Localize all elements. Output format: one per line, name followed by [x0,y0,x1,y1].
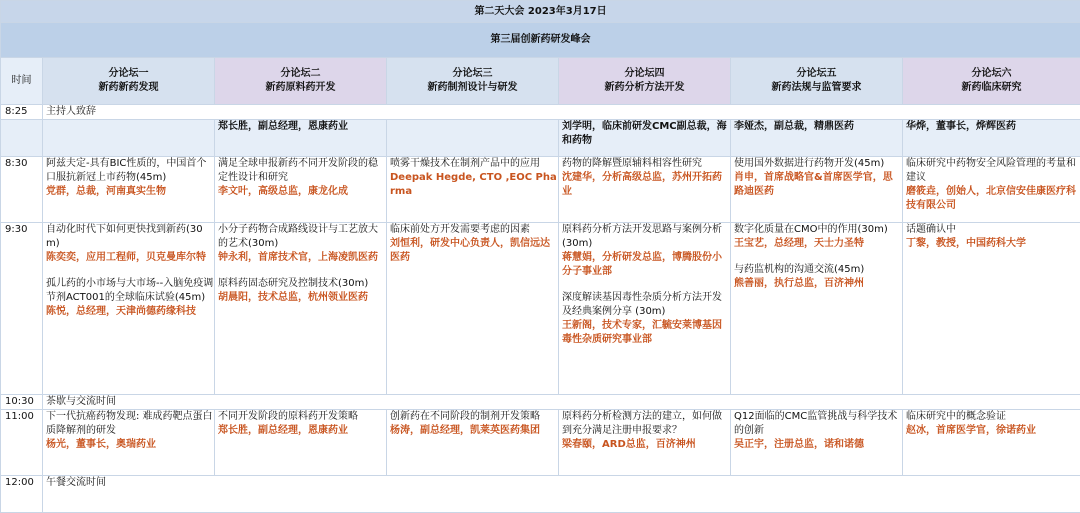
talk-title: 使用国外数据进行药物开发(45m) [734,158,885,169]
talk-title: 临床研究中的概念验证 [906,411,1006,422]
talk-title: 数字化质量在CMO中的作用(30m) [734,224,888,235]
host-cell: 李娅杰，副总裁，精鼎医药 [731,120,903,157]
session-cell [903,157,1080,223]
session-cell [731,157,903,223]
host-cell: 刘学明，临床前研发CMC副总裁，海和药物 [559,120,731,157]
speaker: 肖申，首席战略官&首席医学官，思路迪医药 [734,172,893,197]
speaker: 熊善丽，执行总监，百济神州 [734,278,864,289]
talk-title: 满足全球申报新药不同开发阶段的稳定性设计和研究 [218,158,378,183]
speaker: 沈建华，分析高级总监，苏州开拓药业 [562,172,722,197]
session-cell [731,410,903,476]
speaker: 郑长胜，副总经理，恩康药业 [218,425,348,436]
session-cell [215,223,387,395]
host-cell [43,120,215,157]
host-cell: 郑长胜，副总经理，恩康药业 [215,120,387,157]
talk-title: 临床研究中药物安全风险管理的考量和建议 [906,158,1076,183]
speaker: Deepak Hegde, CTO ,EOC Pharma [390,172,557,197]
time-cell: 11:00 [1,410,43,476]
talk-title: 深度解读基因毒性杂质分析方法开发及经典案例分享 (30m) [562,292,722,317]
talk-title: 不同开发阶段的原料药开发策略 [218,411,358,422]
session-cell [387,410,559,476]
talk-title: 自动化时代下如何更快找到新药(30m) [46,224,203,249]
talk-title: 下一代抗癌药物发现: 难成药靶点蛋白质降解剂的研发 [46,411,213,436]
speaker: 吴正宇，注册总监，诺和诺德 [734,439,864,450]
talk-title: 药物的降解暨原辅料相容性研究 [562,158,702,169]
forum-header-1: 分论坛一 新药新药发现 [43,58,215,105]
day-title: 第二天大会 2023年3月17日 [1,1,1080,23]
speaker: 刘恒利，研发中心负责人，凯信远达医药 [390,238,550,263]
time-cell: 8:25 [1,105,43,120]
speaker: 党群，总裁，河南真实生物 [46,186,166,197]
speaker: 胡晨阳，技术总监，杭州领业医药 [218,292,368,303]
talk-title: 临床前处方开发需要考虑的因素 [390,224,530,235]
forum-header-5: 分论坛五 新药法规与监管要求 [731,58,903,105]
speaker: 陈悦，总经理，天津尚德药缘科技 [46,306,196,317]
summit-title: 第三届创新药研发峰会 [1,23,1080,58]
talk-title: 与药监机构的沟通交流(45m) [734,264,865,275]
host-cell: 华烨，董事长，烨辉医药 [903,120,1080,157]
talk-title: 喷雾干燥技术在制剂产品中的应用 [390,158,540,169]
session-cell [903,223,1080,395]
host-cell [387,120,559,157]
talk-title: 小分子药物合成路线设计与工艺放大的艺术(30m) [218,224,378,249]
time-cell: 12:00 [1,476,43,513]
talk-title: 话题确认中 [906,224,956,235]
forum-header-2: 分论坛二 新药原料药开发 [215,58,387,105]
talk-title: 原料药分析检测方法的建立，如何做到充分满足注册申报要求？ [562,411,722,436]
speaker: 杨涛，副总经理，凯莱英医药集团 [390,425,540,436]
session-cell [43,410,215,476]
speaker: 赵冰，首席医学官，徐诺药业 [906,425,1036,436]
time-cell [1,120,43,157]
forum-header-3: 分论坛三 新药制剂设计与研发 [387,58,559,105]
session-cell [387,223,559,395]
talk-title: 原料药分析方法开发思路与案例分析 (30m) [562,224,722,249]
session-cell [43,157,215,223]
session-cell [731,223,903,395]
talk-title: 创新药在不同阶段的制剂开发策略 [390,411,540,422]
forum-header-4: 分论坛四 新药分析方法开发 [559,58,731,105]
talk-title: 孤儿药的小市场与大市场--入脑免疫调节剂ACT001的全球临床试验(45m) [46,278,214,303]
session-cell [387,157,559,223]
time-header: 时间 [1,58,43,105]
session-label: 茶歇与交流时间 [43,395,1080,410]
session-cell [215,410,387,476]
time-cell: 9:30 [1,223,43,395]
session-cell [903,410,1080,476]
talk-title: 阿兹夫定-具有BIC性质的，中国首个口服抗新冠上市药物(45m) [46,158,207,183]
session-cell [559,223,731,395]
speaker: 陈奕奕，应用工程师，贝克曼库尔特 [46,252,206,263]
speaker: 杨光，董事长，奥瑞药业 [46,439,156,450]
talk-title: 原料药固态研究及控制技术(30m) [218,278,369,289]
speaker: 钟永利，首席技术官，上海凌凯医药 [218,252,378,263]
speaker: 磨筱垚，创始人，北京信安佳康医疗科技有限公司 [906,186,1076,211]
speaker: 王宝艺，总经理，天士力圣特 [734,238,864,249]
time-cell: 8:30 [1,157,43,223]
talk-title: Q12面临的CMC监管挑战与科学技术的创新 [734,411,898,436]
session-label: 主持人致辞 [43,105,1080,120]
forum-header-6: 分论坛六 新药临床研究 [903,58,1080,105]
session-cell [43,223,215,395]
speaker: 王新阁，技术专家，汇毓安莱博基因毒性杂质研究事业部 [562,320,722,345]
speaker: 李文叶，高级总监，康龙化成 [218,186,348,197]
speaker: 梁春颐，ARD总监，百济神州 [562,439,696,450]
time-cell: 10:30 [1,395,43,410]
speaker: 蒋慧娟，分析研发总监，博腾股份小分子事业部 [562,252,722,277]
session-cell [559,410,731,476]
session-cell [559,157,731,223]
session-label: 午餐交流时间 [43,476,1080,513]
speaker: 丁黎，教授，中国药科大学 [906,238,1026,249]
session-cell [215,157,387,223]
